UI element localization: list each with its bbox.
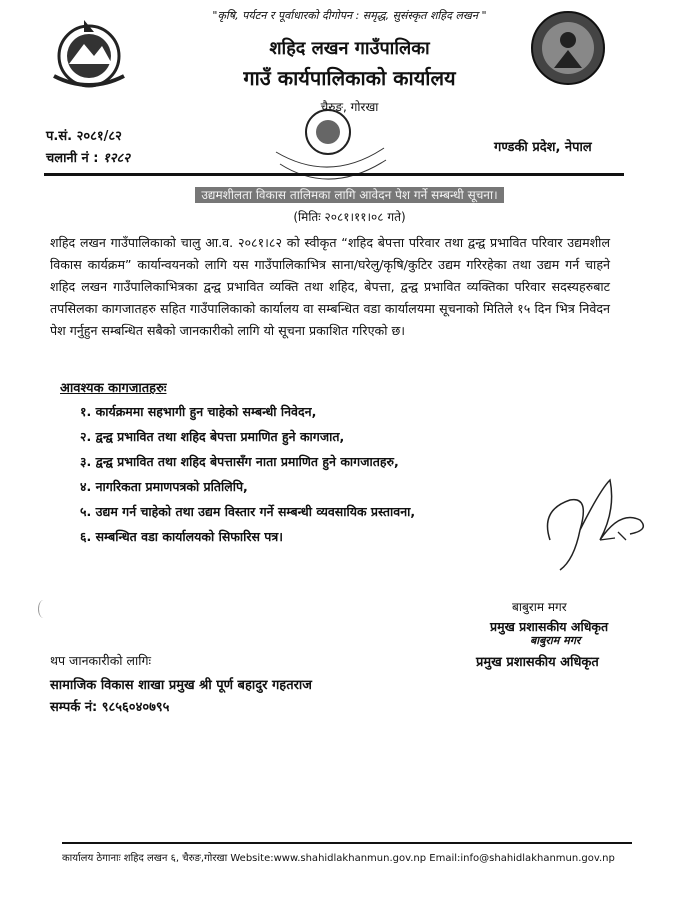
footer-divider xyxy=(62,842,632,844)
requirement-item: २. द्वन्द्व प्रभावित तथा शहिद बेपत्ता प्रमाणित हुने कागजात, xyxy=(80,429,345,444)
reference-number: प.सं. २०८१/८२ xyxy=(46,129,122,144)
office-stamp-icon xyxy=(270,104,390,184)
notice-body: शहिद लखन गाउँपालिकाको चालु आ.व. २०८१।८२ को स्वीकृत “शहिद बेपत्ता परिवार तथा द्वन्द्व प्रभावित परिवार उद्यमशील विकास कार्यक्रम” कार्यान्वयनको लागि यस गाउँपालिकाभित्र साना/घरेलु/कृषि/कुटिर उद्यम गरिरहेका तथा उद्यम गर्न चाहने शहिद लखन गाउँपालिकाभित्रका द्वन्द्व प्रभावित व्यक्ति तथा शहिद, बेपत्ता, द्वन्द्व प्रभावित व्यक्तिका परिवार सदस्यहरुबाट तपसिलका कागजातहरु सहित गाउँपालिकाको कार्यालय वा सम्बन्धित वडा कार्यालयमा सूचनाको मितिले १५ दिन भित्र निवेदन पेश गर्नुहुन सम्बन्धित सबैको जानकारीको लागि यो सूचना प्रकाशित गरिएको छ। xyxy=(50,235,610,338)
header-slogan: "कृषि, पर्यटन र पूर्वाधारको दीगोपन : समृद्ध, सुसंस्कृत शहिद लखन " xyxy=(212,9,487,22)
dispatch-label: चलानी नं : xyxy=(46,151,99,166)
requirements-heading: आवश्यक कागजातहरुः xyxy=(60,381,167,396)
dispatch-number xyxy=(46,148,130,166)
requirement-item: ३. द्वन्द्व प्रभावित तथा शहिद बेपत्तासँग नाता प्रमाणित हुने कागजातहरु, xyxy=(80,454,399,469)
requirement-item: १. कार्यक्रममा सहभागी हुन चाहेको सम्बन्धी निवेदन, xyxy=(80,404,317,419)
footer-address: कार्यालय ठेगानाः शहिद लखन ६, चैरुङ,गोरखा Website:www.shahidlakhanmun.gov.np Email:info@shahidlakhanmun.gov.np xyxy=(62,853,615,864)
header-divider xyxy=(44,173,624,176)
contact-label: थप जानकारीको लागिः xyxy=(50,653,152,668)
office-name: शहिद लखन गाउँपालिका xyxy=(269,38,430,59)
office-address: चैरुङ, गोरखा xyxy=(320,100,379,114)
signature-icon xyxy=(530,470,670,580)
signatory-stamp-name: बाबुराम मगर xyxy=(530,634,581,647)
contact-person: सामाजिक विकास शाखा प्रमुख श्री पूर्ण बहादुर गहतराज xyxy=(50,678,312,693)
notice-subject-text: उद्यमशीलता विकास तालिमका लागि आवेदन पेश गर्ने सम्बन्धी सूचना। xyxy=(195,187,503,203)
requirement-item: ४. नागरिकता प्रमाणपत्रको प्रतिलिपि, xyxy=(80,479,248,494)
dispatch-value: १२८२ xyxy=(103,151,131,166)
office-subtitle: गाउँ कार्यपालिकाको कार्यालय xyxy=(243,66,456,90)
requirement-item: ६. सम्बन्धित वडा कार्यालयको सिफारिस पत्र। xyxy=(80,529,284,544)
requirement-item: ५. उद्यम गर्न चाहेको तथा उद्यम विस्तार गर्ने सम्बन्धी व्यवसायिक प्रस्तावना, xyxy=(80,504,416,519)
punch-hole-mark xyxy=(38,600,49,618)
contact-phone: सम्पर्क नं: ९८५६०४०७९५ xyxy=(50,700,170,715)
notice-subject xyxy=(0,186,699,203)
province-label: गण्डकी प्रदेश, नेपाल xyxy=(494,140,592,155)
signatory-name: बाबुराम मगर xyxy=(512,600,567,614)
signatory-title: प्रमुख प्रशासकीय अधिकृत xyxy=(490,619,609,634)
notice-date: (मितिः २०८१।११।०८ गते) xyxy=(293,210,406,224)
signatory-stamp-title: प्रमुख प्रशासकीय अधिकृत xyxy=(476,655,599,670)
